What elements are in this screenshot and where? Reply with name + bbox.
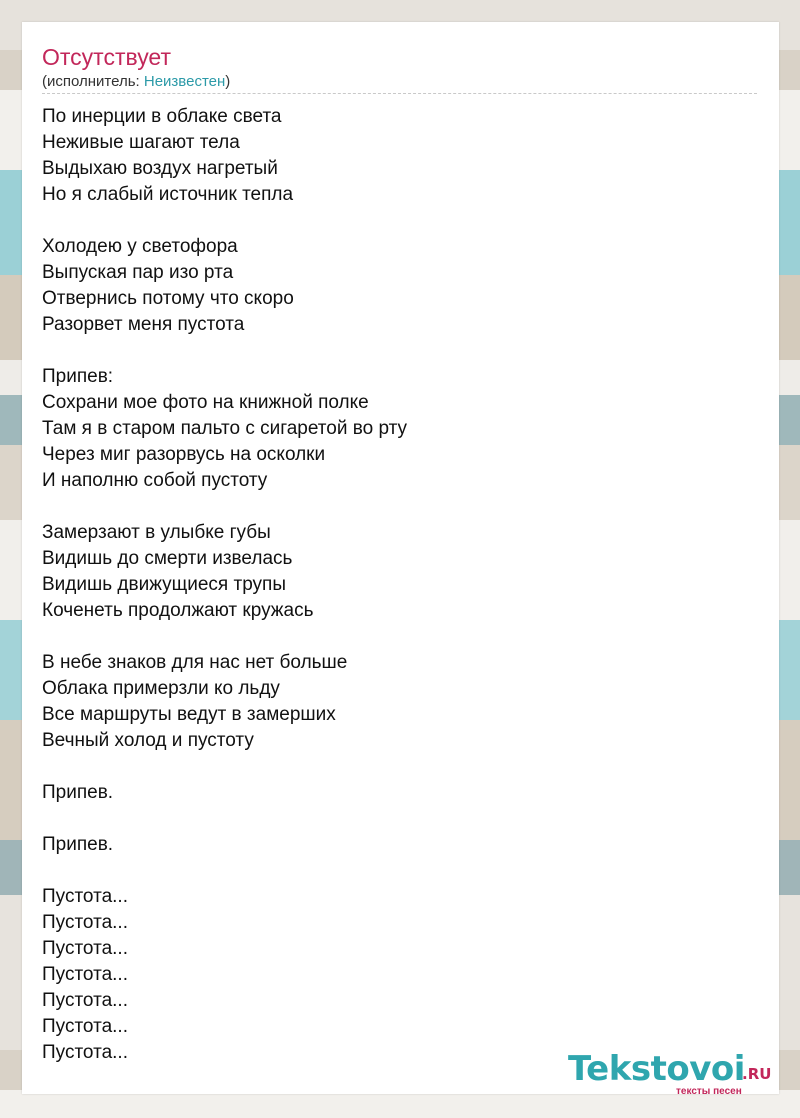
artist-link[interactable]: Неизвестен — [143, 73, 226, 90]
logo-tagline: тексты песен — [676, 1086, 742, 1097]
song-title: Отсутствует — [42, 44, 171, 70]
lyric-blank-line — [42, 338, 407, 364]
lyric-line: Но я слабый источник тепла — [42, 184, 294, 205]
logo-tld: .RU — [742, 1065, 772, 1083]
lyric-line: В небе знаков для нас нет больше — [42, 652, 348, 673]
lyric-line: Пустота... — [42, 886, 128, 907]
lyric-line: Все маршруты ведут в замерших — [42, 704, 336, 725]
lyric-line: Припев. — [42, 834, 114, 855]
lyric-blank-line — [42, 806, 407, 832]
lyric-line: Видишь движущиеся трупы — [42, 574, 287, 595]
lyric-line: Пустота... — [42, 1016, 128, 1037]
lyric-line: Пустота... — [42, 912, 128, 933]
lyric-line: Облака примерзли ко льду — [42, 678, 280, 699]
lyric-line: Сохрани мое фото на книжной полке — [42, 392, 369, 413]
lyric-line: Пустота... — [42, 964, 128, 985]
lyric-line: Коченеть продолжают кружась — [42, 600, 314, 621]
artist-line — [42, 72, 230, 92]
lyric-line: Выпуская пар изо рта — [42, 262, 234, 283]
lyric-blank-line — [42, 208, 407, 234]
lyrics-text — [42, 104, 407, 1066]
lyric-line: Припев: — [42, 366, 114, 387]
lyric-line: Разорвет меня пустота — [42, 314, 245, 335]
site-logo[interactable] — [568, 1049, 778, 1097]
lyric-blank-line — [42, 858, 407, 884]
artist-prefix: (исполнитель: — [42, 73, 144, 90]
lyric-blank-line — [42, 624, 407, 650]
lyric-line: Пустота... — [42, 1042, 128, 1063]
lyric-line: Пустота... — [42, 938, 128, 959]
lyric-line: Припев. — [42, 782, 114, 803]
lyrics-sheet — [22, 22, 779, 1097]
lyric-blank-line — [42, 494, 407, 520]
lyric-line: Пустота... — [42, 990, 128, 1011]
lyric-line: Видишь до смерти извелась — [42, 548, 293, 569]
lyric-line: Вечный холод и пустоту — [42, 730, 254, 751]
lyric-line: Там я в старом пальто с сигаретой во рту — [42, 418, 408, 439]
lyric-line: По инерции в облаке света — [42, 106, 282, 127]
lyric-line: Неживые шагают тела — [42, 132, 240, 153]
lyric-line: И наполню собой пустоту — [42, 470, 268, 491]
artist-suffix: ) — [225, 73, 231, 90]
lyric-blank-line — [42, 754, 407, 780]
lyric-line: Отвернись потому что скоро — [42, 288, 294, 309]
lyric-line: Выдыхаю воздух нагретый — [42, 158, 278, 179]
lyric-line: Замерзают в улыбке губы — [42, 522, 271, 543]
lyric-line: Холодею у светофора — [42, 236, 238, 257]
lyric-line: Через миг разорвусь на осколки — [42, 444, 326, 465]
header-divider — [42, 93, 757, 94]
logo-wordmark: Tekstovoi — [568, 1049, 745, 1089]
